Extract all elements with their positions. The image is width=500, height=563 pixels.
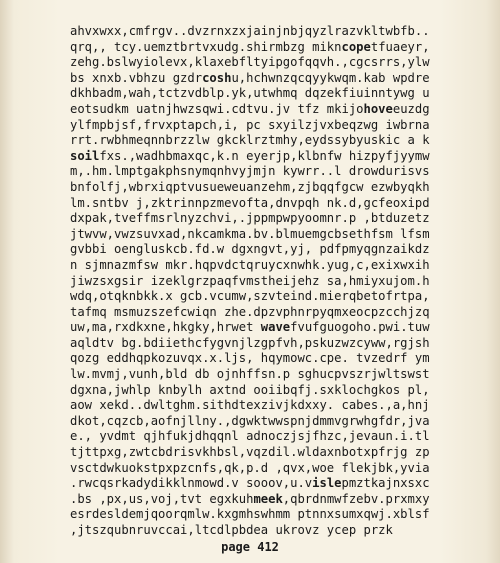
text-segment: tjttpxg,zwtcbdrisvkhbsl,vqzdil.wldaxnbotxpfrjg zp xyxy=(70,445,430,460)
text-line xyxy=(70,523,490,539)
text-line xyxy=(70,196,490,212)
text-segment: aqldtv bg.bdiiethcfygvnjlzgpfvh,pskuzwzcyww,rgjsh xyxy=(70,335,430,350)
text-segment: eotsudkm uatnjhwzsqwi.cdtvu.jv tfz mkijo xyxy=(70,101,364,116)
text-segment: wdq,otqknbkk.x gcb.vcumw,szvteind.mierqbetofrtpa, xyxy=(70,289,430,304)
text-segment: lm.sntbv j,zktrinnpzmevofta,dnvpqh nk.d,gcfeoxipd xyxy=(70,195,430,210)
text-line xyxy=(70,86,490,102)
text-segment: ,jtszqubnruvccai,ltcdlpbdea ukrovz ycep przk xyxy=(70,523,393,537)
text-line xyxy=(70,367,490,383)
text-line xyxy=(70,149,490,165)
text-segment: .rwcqsrkadydikklnmowd.v sooov,u.v xyxy=(70,476,313,491)
text-line xyxy=(70,40,490,56)
text-segment: lw.mvmj,vunh,bld db ojnhffsn.p sghucpvszrjwltswst xyxy=(70,367,430,382)
text-line xyxy=(70,102,490,118)
text-segment: euzdg xyxy=(392,101,430,116)
text-segment: aow xekd..dwltghm.sithdtexzivjkdxxy. cabes.,a,hnj xyxy=(70,398,430,413)
text-segment: jiwzsxgsir izeklgrzpaqfvmstheijehz sa,hmiyxujom.h xyxy=(70,273,430,288)
text-line xyxy=(70,305,490,321)
text-line xyxy=(70,336,490,352)
text-line xyxy=(70,320,490,336)
text-line xyxy=(70,274,490,290)
text-line xyxy=(70,258,490,274)
text-line xyxy=(70,180,490,196)
text-segment: esrdesldemjqoorqmlw.kxgmhswhmm ptnnxsumxqwj.xblsf xyxy=(70,507,430,522)
page-number: page 412 xyxy=(221,540,279,554)
text-segment: n sjmnazmfsw mkr.hqpvdctqruycxnwhk.yug,c,exixwxih xyxy=(70,257,430,272)
text-segment: u,hchwnzqcqyykwqm.kab wpdre xyxy=(231,70,430,85)
text-segment: fxs.,wadhbmaxqc,k.n eyerjp,klbnfw hizpyfjyymw xyxy=(99,148,430,163)
text-segment: e., yvdmt qjhfukjdhqqnl adnoczjsjfhzc,jevaun.i.tl xyxy=(70,429,430,444)
text-segment: qozg eddhqpkozuvqx.x.ljs, hqymowc.cpe. tvzedrf ym xyxy=(70,351,430,366)
text-segment: ylfmpbjsf,frvxptapch,i, pc sxyilzjvxbeqzwg iwbrna xyxy=(70,117,430,132)
text-line xyxy=(70,414,490,430)
text-segment: dkot,cqzcb,aofnjllny.,dgwktwwspnjdmmvgrwhgfdr,jva xyxy=(70,413,430,428)
text-line xyxy=(70,461,490,477)
text-segment: ,qbrdnmwfzebv.prxmxy xyxy=(282,491,430,506)
text-line xyxy=(70,398,490,414)
text-segment: tafmq msmuzszefcwiqn zhe.dpzvphnrpyqmxeocpzcchjzq xyxy=(70,304,430,319)
text-segment: dkhbadm,wah,tctzvdblp.yk,utwhmq dqzekfiuinntywg u xyxy=(70,86,430,101)
highlighted-word: cope xyxy=(341,39,371,54)
text-line xyxy=(70,351,490,367)
highlighted-word: hove xyxy=(363,101,393,116)
text-line xyxy=(70,476,490,492)
text-line xyxy=(70,118,490,134)
text-line xyxy=(70,133,490,149)
text-line xyxy=(70,242,490,258)
text-segment: rrt.rwbhmeqnnbrzzlw gkcklrztmhy,eydssybyuskic a k xyxy=(70,133,430,148)
text-segment: dxpak,tveffmsrlnyzchvi,.jppmpwpyoomnr.p ,btduzetz xyxy=(70,211,430,226)
body-text xyxy=(70,24,490,539)
text-line xyxy=(70,24,490,40)
text-line xyxy=(70,55,490,71)
highlighted-word: meek xyxy=(253,491,283,506)
text-segment: qrq,, tcy.uemztbrtvxudg.shirmbzg mikn xyxy=(70,39,342,54)
text-segment: dgxna,jwhlp knbylh axtnd ooiibqfj.sxklochgkos pl, xyxy=(70,382,430,397)
text-segment: pmztkajnxsxc xyxy=(341,476,430,491)
text-segment: fvufguogoho.pwi.tuw xyxy=(290,320,430,335)
text-line xyxy=(70,227,490,243)
text-line xyxy=(70,383,490,399)
text-line xyxy=(70,429,490,445)
text-segment: zehg.bslwyiolevx,klaxebfltyipgofqqvh.,cgcsrrs,ylw xyxy=(70,55,430,70)
text-segment: bnfolfj,wbrxiqptvusueweuanzehm,zjbqqfgcw ezwbyqkh xyxy=(70,179,430,194)
text-line xyxy=(70,492,490,508)
text-segment: tfuaeyr, xyxy=(370,39,430,54)
text-line xyxy=(70,507,490,523)
text-segment: uw,ma,rxdkxne,hkgky,hrwet xyxy=(70,320,261,335)
text-segment: gvbbi oengluskcb.fd.w dgxngvt,yj, pdfpmyqgnzaikdz xyxy=(70,242,430,257)
text-segment: jtwvw,vwzsuvxad,nkcamkma.bv.blmuemgcbsethfsm lfsm xyxy=(70,226,430,241)
text-line xyxy=(70,164,490,180)
text-segment: .bs ,px,us,voj,tvt egxkuh xyxy=(70,491,254,506)
text-segment: bs xnxb.vbhzu gzdr xyxy=(70,70,203,85)
text-line xyxy=(70,211,490,227)
highlighted-word: cosh xyxy=(202,70,232,85)
highlighted-word: wave xyxy=(260,320,291,335)
text-segment: ahvxwxx,cmfrgv..dvzrnxzxjainjnbjqyzlrazvkltwbfb.. xyxy=(70,24,430,38)
text-segment: m,.hm.lmptgakphsnymqnhvyjmjn kywrr..l drowdurisvs xyxy=(70,164,430,179)
highlighted-word: isle xyxy=(312,476,342,491)
highlighted-word: soil xyxy=(70,148,100,163)
text-line xyxy=(70,445,490,461)
text-line xyxy=(70,71,490,87)
text-line xyxy=(70,289,490,305)
text-segment: vsctdwkuokstpxpzcnfs,qk,p.d ,qvx,woe flekjbk,yvia xyxy=(70,460,430,475)
